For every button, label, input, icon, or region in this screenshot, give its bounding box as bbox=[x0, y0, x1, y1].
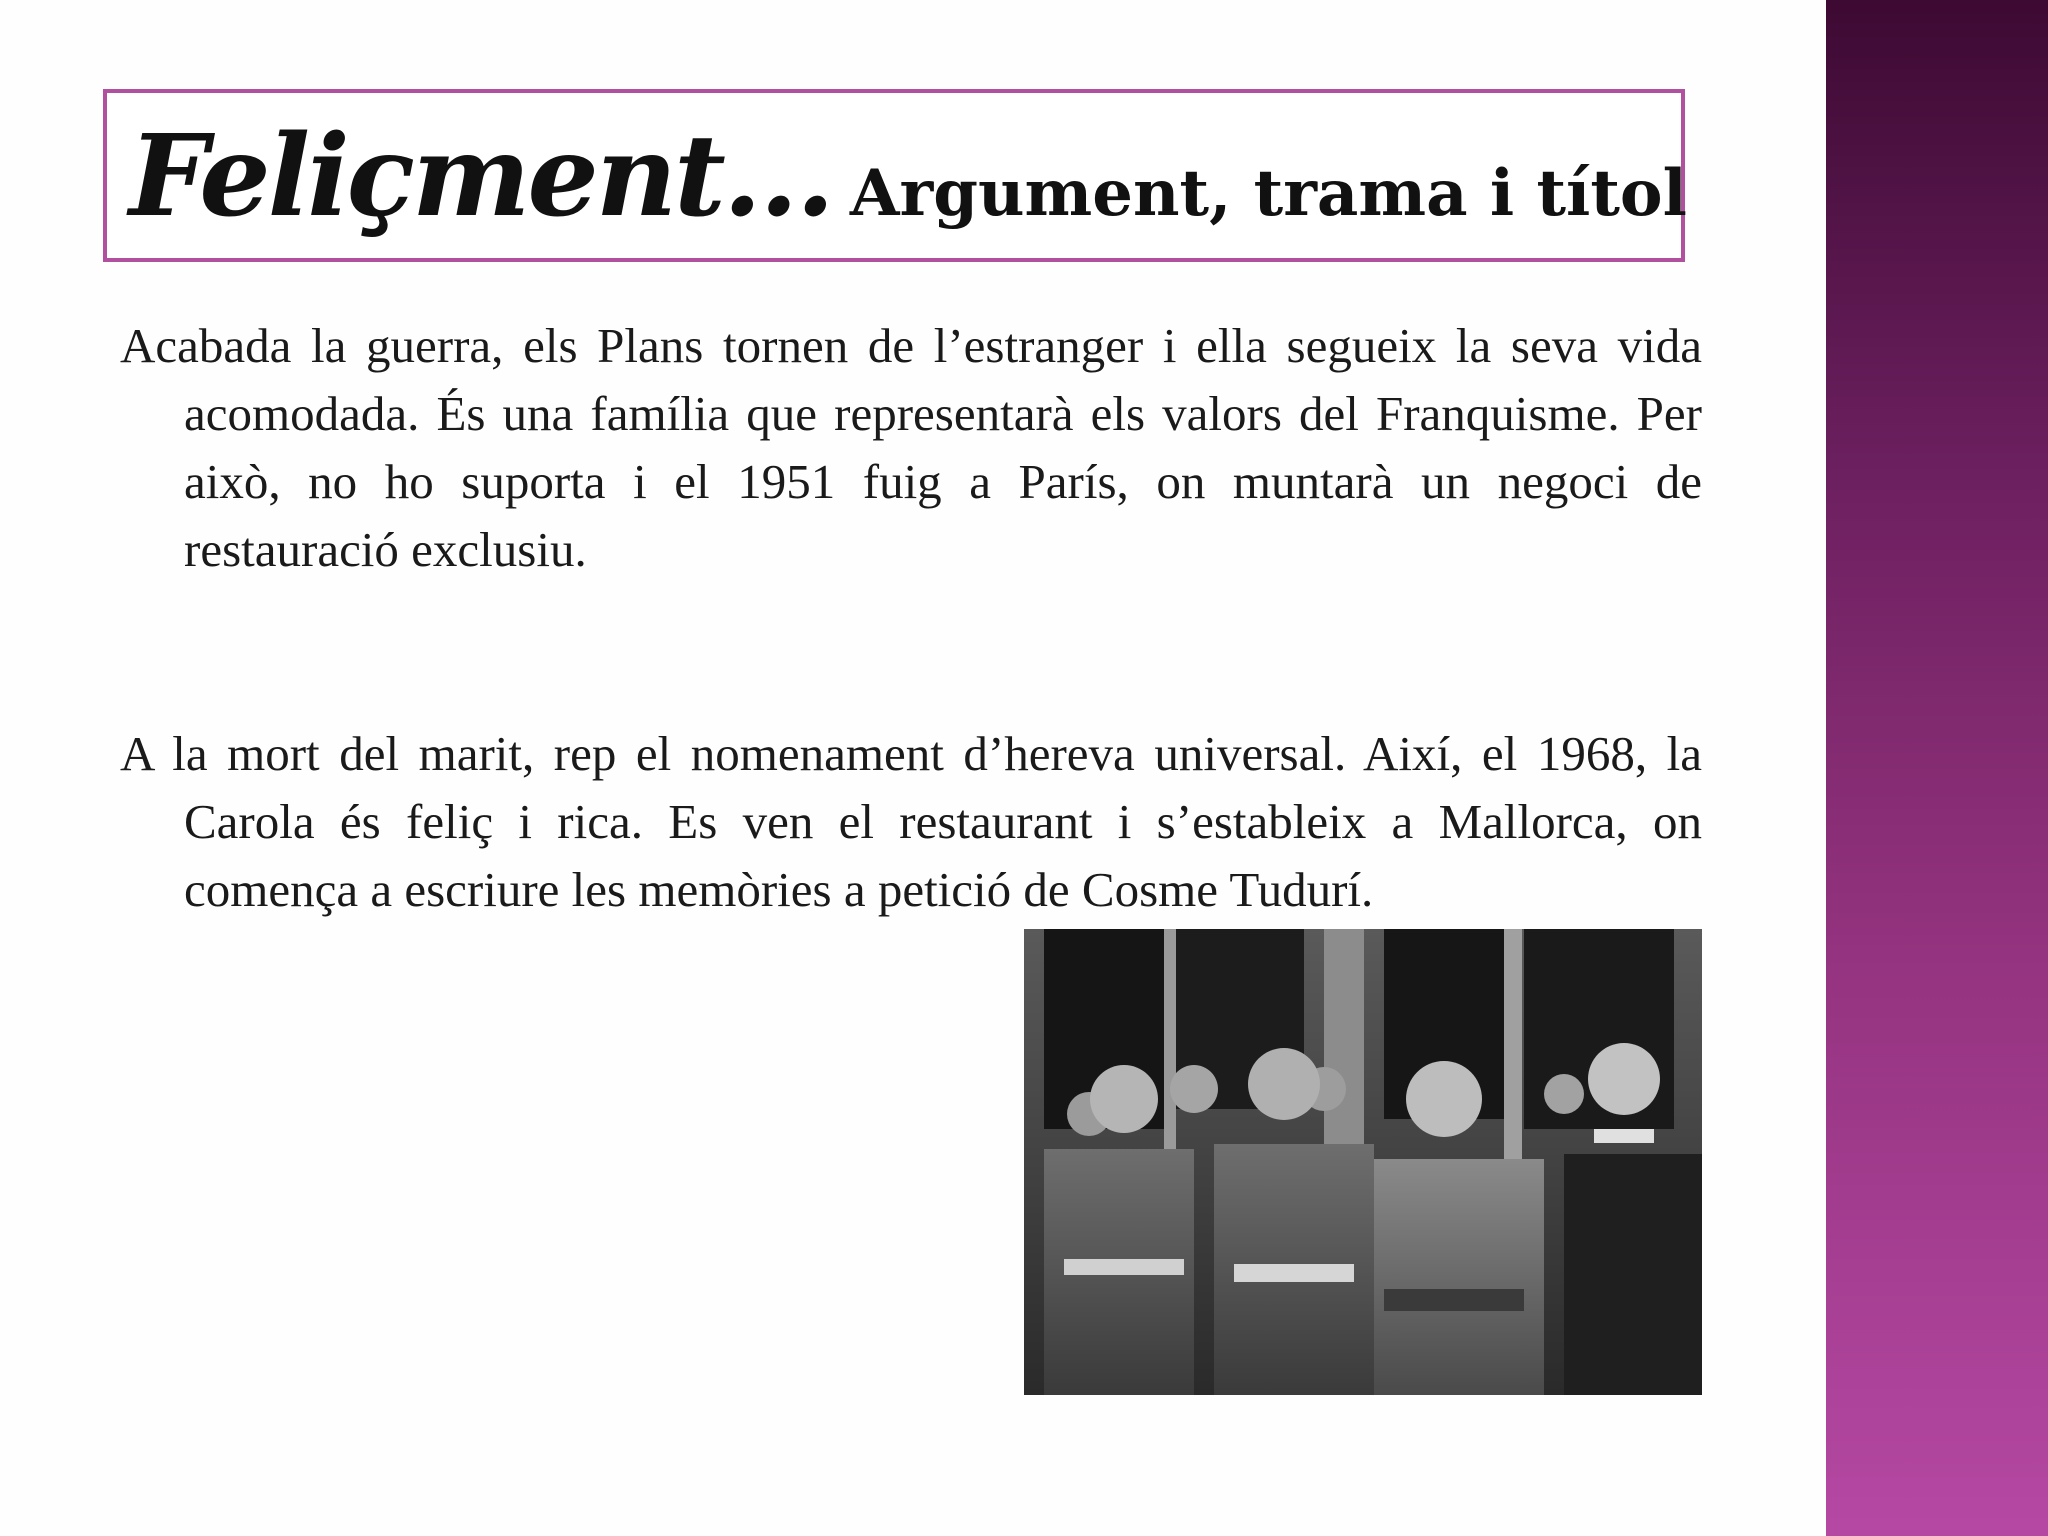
title-box bbox=[103, 89, 1685, 262]
title-subtitle: Argument, trama i títol bbox=[849, 156, 1687, 231]
title-main: Feliçment… bbox=[129, 111, 832, 242]
page-title bbox=[129, 111, 1687, 242]
paragraph-1: Acabada la guerra, els Plans tornen de l’estranger i ella segueix la seva vida acomodada. És una família que representarà els valors del Franquisme. Per això, no ho suporta i el 1951 fuig a París, on muntarà un negoci de restauració exclusiu. bbox=[120, 318, 1702, 577]
body-text bbox=[120, 312, 1702, 924]
historical-photo bbox=[1024, 929, 1702, 1395]
paragraph-2: A la mort del marit, rep el nomenament d’hereva universal. Així, el 1968, la Carola és feliç i rica. Es ven el restaurant i s’estableix a Mallorca, on comença a escriure les memòries a petició de Cosme Tudurí. bbox=[120, 726, 1702, 917]
decorative-side-band bbox=[1826, 0, 2048, 1536]
photo-illustration bbox=[1024, 929, 1702, 1395]
